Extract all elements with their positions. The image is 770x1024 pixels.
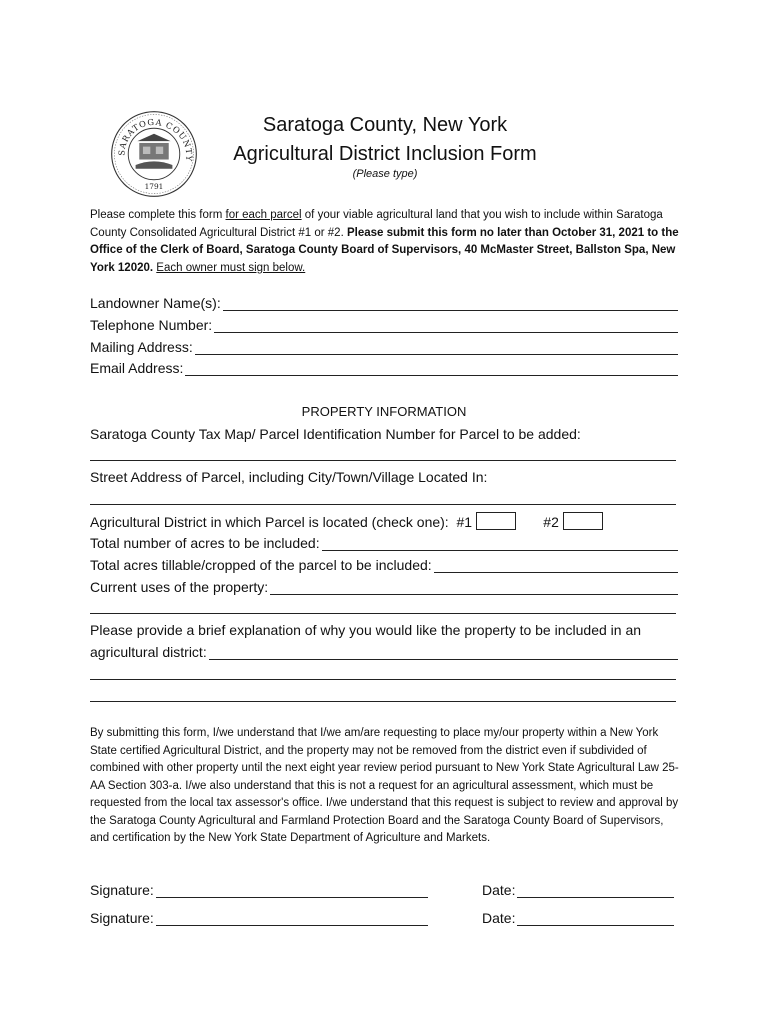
total-acres-field[interactable]: Total number of acres to be included:	[90, 535, 678, 551]
form-title-line2: Agricultural District Inclusion Form	[233, 143, 537, 165]
date-field-2[interactable]: Date:	[482, 910, 674, 926]
district-row: Agricultural District in which Parcel is located (check one): #1 #2	[90, 512, 603, 530]
signature-field-2[interactable]: Signature:	[90, 910, 428, 926]
explanation-label: Please provide a brief explanation of why you would like the property to be included in an	[90, 622, 642, 638]
form-title-line1: Saratoga County, New York	[262, 114, 508, 136]
email-field[interactable]: Email Address:	[90, 360, 678, 376]
for-each-parcel-emphasis: for each parcel	[225, 209, 302, 221]
seal-right-text: COUNTY	[164, 119, 195, 163]
owner-sign-notice: Each owner must sign below.	[156, 261, 306, 274]
form-subtitle: (Please type)	[352, 168, 418, 180]
tax-map-input-line[interactable]	[90, 460, 676, 461]
street-address-input-line[interactable]	[90, 504, 676, 505]
landowner-field[interactable]: Landowner Name(s):	[90, 295, 678, 311]
property-info-heading: PROPERTY INFORMATION	[301, 404, 467, 419]
street-address-label: Street Address of Parcel, including City/Town/Village Located In:	[90, 469, 488, 485]
mailing-address-field[interactable]: Mailing Address:	[90, 339, 678, 355]
seal-top-text: SARATOGA	[116, 116, 164, 157]
district-2-checkbox[interactable]	[563, 512, 603, 530]
intro-paragraph: Please complete this form for each parcel of your viable agricultural land that you wish to include within Saratoga County Consolidated Agricultural District #1 or #2. Please submit this form no later than October 31, 2021 to the Office of the Clerk of Board, Saratoga County Board of Supervisors, 40 McMaster Street, Ballston Spa, New York 12020. Each owner must sign below.	[90, 209, 679, 274]
current-uses-field[interactable]: Current uses of the property:	[90, 579, 678, 595]
county-seal	[108, 108, 200, 200]
explanation-line-2[interactable]	[90, 679, 676, 680]
tax-map-label: Saratoga County Tax Map/ Parcel Identification Number for Parcel to be added:	[90, 426, 581, 442]
current-uses-extra-line[interactable]	[90, 613, 676, 614]
tillable-acres-field[interactable]: Total acres tillable/cropped of the parcel to be included:	[90, 557, 678, 573]
submission-deadline: Please submit this form no later than October 31, 2021 to the Office of the Clerk of Board, Saratoga County Board of Supervisors, 40 McMaster Street, Ballston Spa, New York 12020.	[90, 226, 679, 274]
signature-field-1[interactable]: Signature:	[90, 882, 428, 898]
telephone-field[interactable]: Telephone Number:	[90, 317, 678, 333]
seal-year: 1791	[144, 181, 164, 191]
date-field-1[interactable]: Date:	[482, 882, 674, 898]
explanation-field[interactable]: agricultural district:	[90, 644, 678, 660]
district-2-label: #2	[543, 514, 559, 530]
district-1-checkbox[interactable]	[476, 512, 516, 530]
explanation-line-3[interactable]	[90, 701, 676, 702]
district-1-label: #1	[456, 514, 473, 530]
disclaimer-paragraph: By submitting this form, I/we understand that I/we am/are requesting to place my/our property within a New York State certified Agricultural District, and the property may not be removed from the district even if subdivided of combined with other property until the next eight year review period pursuant to New York State Agricultural Law 25-AA Section 303-a. I/we also understand that this is not a request for an agricultural assessment, which must be requested from the local tax assessor's office. I/we understand that this request is subject to review and approval by the Saratoga County Agricultural and Farmland Protection Board and the Saratoga County Board of Supervisors, and certification by the New York State Department of Agriculture and Markets.	[90, 727, 679, 844]
